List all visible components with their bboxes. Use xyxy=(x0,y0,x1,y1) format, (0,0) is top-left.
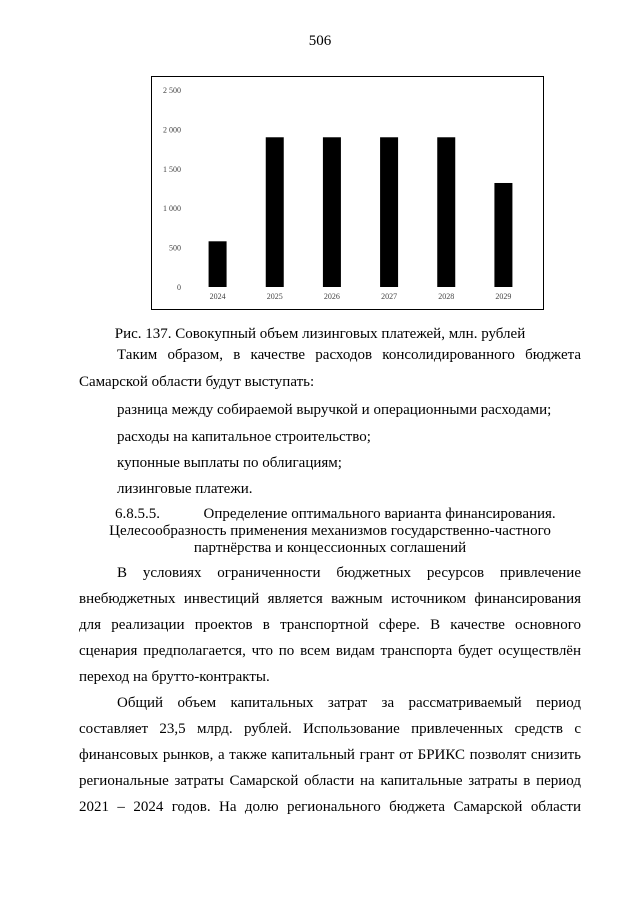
bar-2024 xyxy=(209,241,227,287)
para2-line: составляет 23,5 млрд. рублей. Использование привлеченных средств с xyxy=(79,721,581,737)
bar-2025 xyxy=(266,137,284,287)
para1-line: В условиях ограниченности бюджетных ресурсов привлечение xyxy=(117,565,581,581)
y-tick-label: 1 000 xyxy=(163,204,181,214)
para1-line: переход на брутто-контракты. xyxy=(79,669,270,685)
para2-line: финансовых рынков, а также капитальный грант от БРИКС позволят снизить xyxy=(79,747,581,763)
figure-caption: Рис. 137. Совокупный объем лизинговых платежей, млн. рублей xyxy=(114,326,526,342)
chart-svg xyxy=(152,77,545,311)
para1-line: внебюджетных инвестиций является важным источником финансирования xyxy=(79,591,581,607)
intro-line-2: Самарской области будут выступать: xyxy=(79,374,315,390)
y-tick-label: 2 500 xyxy=(163,86,181,95)
x-tick-label: 2024 xyxy=(209,292,226,301)
list-item: лизинговые платежи. xyxy=(117,481,253,497)
para1-line: для реализации проектов в транспортной сфере. В качестве основного xyxy=(79,617,581,633)
x-tick-label: 2026 xyxy=(323,292,340,301)
y-tick-label: 0 xyxy=(177,283,181,292)
y-tick-label: 2 000 xyxy=(163,125,181,135)
section-number: 6.8.5.5. xyxy=(115,506,160,522)
para2-line: Общий объем капитальных затрат за рассматриваемый период xyxy=(117,695,581,711)
x-tick-label: 2027 xyxy=(381,292,398,301)
para2-line: 2021 – 2024 годов. На долю регионального бюджета Самарской области xyxy=(79,799,581,815)
para2-line: региональные затраты Самарской области на капитальные затраты в период xyxy=(79,773,581,789)
intro-line-1: Таким образом, в качестве расходов консолидированного бюджета xyxy=(117,347,581,363)
y-tick-label: 1 500 xyxy=(163,164,181,174)
bar-2028 xyxy=(437,137,455,287)
list-item: расходы на капитальное строительство; xyxy=(117,429,371,445)
section-title-line-1: Определение оптимального варианта финансирования. xyxy=(203,506,556,522)
bar-chart xyxy=(151,76,544,310)
x-tick-label: 2028 xyxy=(438,292,455,301)
bar-2029 xyxy=(494,183,512,287)
y-tick-label: 500 xyxy=(169,243,181,253)
section-heading xyxy=(79,506,581,557)
x-tick-label: 2025 xyxy=(266,292,283,301)
list-item: купонные выплаты по облигациям; xyxy=(117,455,342,471)
bar-2027 xyxy=(380,137,398,287)
x-tick-label: 2029 xyxy=(495,292,512,301)
para1-line: сценария предполагается, что по всем видам транспорта будет осуществлён xyxy=(79,643,581,659)
bar-2026 xyxy=(323,137,341,287)
section-title-line-2: Целесообразность применения механизмов государственно-частного xyxy=(109,523,551,539)
section-title-line-3: партнёрства и концессионных соглашений xyxy=(193,540,467,556)
list-item: разница между собираемой выручкой и операционными расходами; xyxy=(117,402,552,418)
page-number: 506 xyxy=(308,33,332,49)
